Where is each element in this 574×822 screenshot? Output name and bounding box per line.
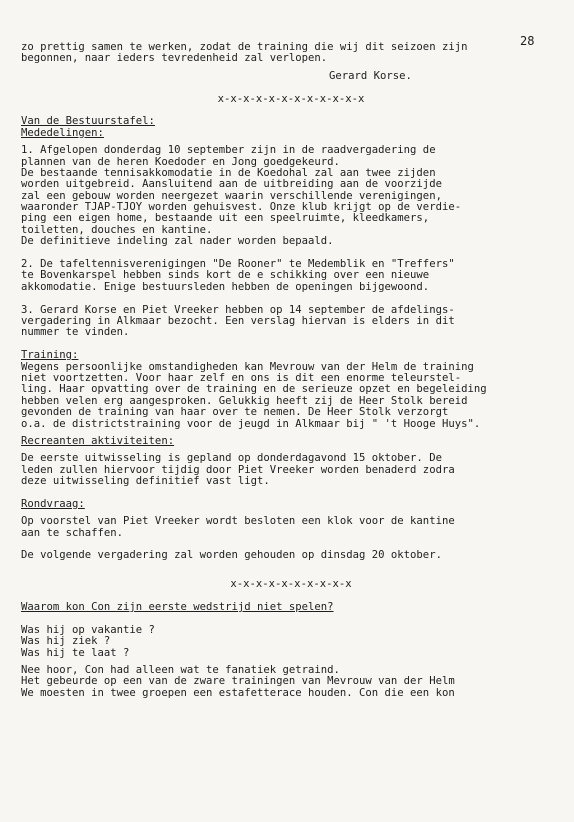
item1-line: De definitieve indeling zal nader worden bepaald. xyxy=(21,235,334,248)
section-heading-con: Waarom kon Con zijn eerste wedstrijd niet spelen? xyxy=(21,600,334,613)
training-line: o.a. de districtstraining voor de jeugd in Alkmaar bij " 't Hooge Huys". xyxy=(21,417,481,430)
intro-line: begonnen, naar ieders tevredenheid zal verlopen. xyxy=(21,52,328,65)
item1-line: ping een eigen home, bestaande uit een speelruimte, kleedkamers, xyxy=(21,212,430,225)
section-heading-recreanten: Recreanten aktiviteiten: xyxy=(21,434,175,447)
separator: x-x-x-x-x-x-x-x-x-x-x-x xyxy=(217,92,365,105)
separator: x-x-x-x-x-x-x-x-x-x xyxy=(230,578,352,591)
section-heading-bestuur: Van de Bestuurstafel: xyxy=(21,115,155,128)
item2-line: 2. De tafeltennisverenigingen "De Rooner" te Medemblik en "Treffers" xyxy=(21,258,455,271)
con-line: Nee hoor, Con had alleen wat te fanatiek getraind. xyxy=(21,663,340,676)
training-line: hebben velen erg aangesproken. Gelukkig heeft zij de Heer Stolk bereid xyxy=(21,394,468,407)
page-number: 28 xyxy=(520,34,535,48)
signature: Gerard Korse. xyxy=(329,69,412,82)
section-heading-training: Training: xyxy=(21,349,79,362)
page-body xyxy=(21,42,561,699)
question-line: Was hij ziek ? xyxy=(21,635,111,648)
section-heading-mededelingen: Mededelingen: xyxy=(21,126,104,139)
training-line: niet voortzetten. Voor haar zelf en ons is dit een enorme teleurstel- xyxy=(21,371,462,384)
item1-line: plannen van de heren Koedoder en Jong goedgekeurd. xyxy=(21,155,340,168)
item2-line: akkomodatie. Enige bestuursleden hebben de openingen bijgewoond. xyxy=(21,280,430,293)
con-line: Het gebeurde op een van de zware trainingen van Mevrouw van der Helm xyxy=(21,675,455,688)
training-line: Wegens persoonlijke omstandigheden kan Mevrouw van der Helm de training xyxy=(21,360,474,373)
item1-line: 1. Afgelopen donderdag 10 september zijn in de raadvergadering de xyxy=(21,144,436,157)
item3-line: nummer te vinden. xyxy=(21,326,130,339)
item1-line: worden uitgebreid. Aansluitend aan de uitbreiding aan de voorzijde xyxy=(21,178,442,191)
item1-line: waaronder TJAP-TJOY worden gehuisvest. Onze klub krijgt op de verdie- xyxy=(21,201,462,214)
section-heading-rondvraag: Rondvraag: xyxy=(21,497,85,510)
item3-line: 3. Gerard Korse en Piet Vreeker hebben op 14 september de afdelings- xyxy=(21,303,455,316)
training-line: gevonden de training van haar over te nemen. De Heer Stolk verzorgt xyxy=(21,406,449,419)
item1-line: toiletten, douches en kantine. xyxy=(21,223,213,236)
item3-line: vergadering in Alkmaar bezocht. Een verslag hiervan is elders in dit xyxy=(21,314,455,327)
recreanten-line: De eerste uitwisseling is gepland op donderdagavond 15 oktober. De xyxy=(21,452,442,465)
question-line: Was hij op vakantie ? xyxy=(21,623,155,636)
vergadering-line: De volgende vergadering zal worden gehouden op dinsdag 20 oktober. xyxy=(21,549,442,562)
con-line: We moesten in twee groepen een estafetterace houden. Con die een kon xyxy=(21,686,455,699)
item2-line: te Bovenkarspel hebben sinds kort de e schikking over een nieuwe xyxy=(21,269,430,282)
item1-line: zal een gebouw worden neergezet waarin verschillende verenigingen, xyxy=(21,189,442,202)
rondvraag-line: Op voorstel van Piet Vreeker wordt besloten een klok voor de kantine xyxy=(21,515,455,528)
rondvraag-line: aan te schaffen. xyxy=(21,526,124,539)
recreanten-line: leden zullen hiervoor tijdig door Piet Vreeker worden benaderd zodra xyxy=(21,463,455,476)
training-line: ling. Haar opvatting over de training en de serieuze opzet en begeleiding xyxy=(21,383,487,396)
recreanten-line: deze uitwisseling definitief vast ligt. xyxy=(21,475,270,488)
question-line: Was hij te laat ? xyxy=(21,646,130,659)
item1-line: De bestaande tennisakkomodatie in de Koedohal zal aan twee zijden xyxy=(21,166,436,179)
intro-line: zo prettig samen te werken, zodat de training die wij dit seizoen zijn xyxy=(21,41,468,53)
